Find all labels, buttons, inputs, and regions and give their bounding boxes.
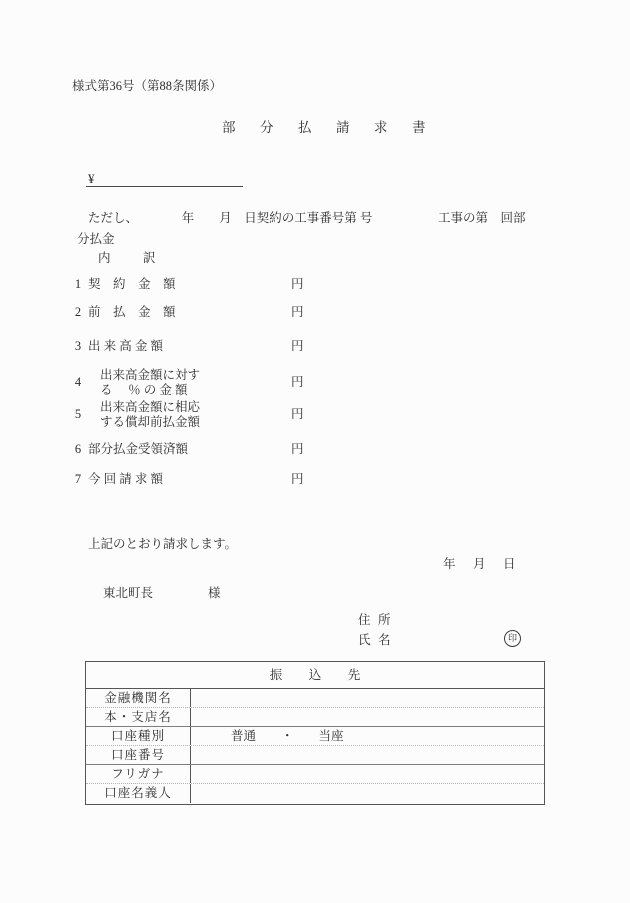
bank-row-label: 口座名義人	[86, 784, 191, 803]
item-number: 6	[74, 442, 82, 456]
item-number: 4	[74, 375, 82, 389]
amount-underline	[86, 171, 243, 187]
item-number: 2	[74, 305, 82, 319]
bank-table-row	[86, 765, 544, 784]
item-unit-yen: 円	[291, 472, 304, 486]
item-label-line: る ％ の 金 額	[100, 383, 188, 397]
bank-row-label: 口座種別	[86, 727, 191, 745]
bank-table-rows	[86, 689, 544, 803]
yen-symbol: ¥	[88, 171, 95, 186]
bank-table-row	[86, 727, 544, 746]
form-number: 様式第36号（第88条関係）	[72, 79, 223, 93]
bank-table-row	[86, 689, 544, 708]
bank-row-label: 口座番号	[86, 746, 191, 764]
item-number: 3	[74, 339, 82, 353]
item-unit-yen: 円	[291, 277, 304, 291]
name-label: 氏名	[358, 633, 399, 647]
bank-row-label: フリガナ	[86, 765, 191, 783]
item-label: 前 払 金 額	[88, 305, 176, 319]
item-number: 5	[74, 407, 82, 421]
bank-table-row	[86, 784, 544, 803]
bank-table-row	[86, 746, 544, 765]
date-line: 年 月 日	[443, 557, 519, 571]
breakdown-item-row	[0, 305, 630, 320]
item-unit-yen: 円	[291, 375, 304, 389]
breakdown-item-row	[0, 472, 630, 487]
breakdown-item-row	[0, 277, 630, 292]
item-label: 出 来 高 金 額	[88, 339, 164, 353]
item-unit-yen: 円	[291, 407, 304, 421]
bank-table-row	[86, 708, 544, 727]
item-number: 7	[74, 472, 82, 486]
breakdown-item-row	[0, 368, 630, 398]
item-label-line: 出来高金額に相応	[100, 400, 201, 414]
item-label-line: する償却前払金額	[100, 415, 201, 429]
bank-transfer-table	[85, 661, 545, 805]
item-number: 1	[74, 277, 82, 291]
bank-row-label: 本・支店名	[86, 708, 191, 726]
item-label: 部分払金受領済額	[88, 442, 189, 456]
item-label	[100, 368, 200, 398]
item-label-line: 出来高金額に対す	[100, 368, 201, 382]
bank-row-value	[191, 746, 544, 764]
address-label: 住所	[358, 613, 399, 627]
addressee: 東北町長	[103, 586, 154, 600]
item-unit-yen: 円	[291, 442, 304, 456]
proviso-line-1: ただし、 年 月 日契約の工事番号第 号 工事の第 回部	[88, 211, 526, 225]
breakdown-item-row	[0, 339, 630, 354]
proviso-line-2: 分払金	[77, 232, 115, 246]
breakdown-heading: 内訳	[98, 251, 189, 265]
breakdown-item-row	[0, 442, 630, 457]
item-unit-yen: 円	[291, 339, 304, 353]
honorific: 様	[208, 586, 221, 600]
bank-table-header: 振込先	[86, 662, 544, 689]
bank-row-value	[191, 784, 544, 803]
breakdown-item-row	[0, 400, 630, 430]
item-unit-yen: 円	[291, 305, 304, 319]
bank-row-value	[191, 689, 544, 707]
closing-statement: 上記のとおり請求します。	[88, 537, 238, 551]
bank-row-value: 普通 ・ 当座	[231, 728, 344, 743]
item-label: 今 回 請 求 額	[88, 472, 164, 486]
item-label: 契 約 金 額	[88, 277, 176, 291]
bank-row-value	[191, 765, 544, 783]
seal-mark-icon: 印	[504, 630, 521, 647]
page-title: 部分払請求書	[222, 120, 450, 135]
bank-row-label: 金融機関名	[86, 689, 191, 707]
item-label	[100, 400, 200, 430]
bank-row-value	[191, 708, 544, 726]
